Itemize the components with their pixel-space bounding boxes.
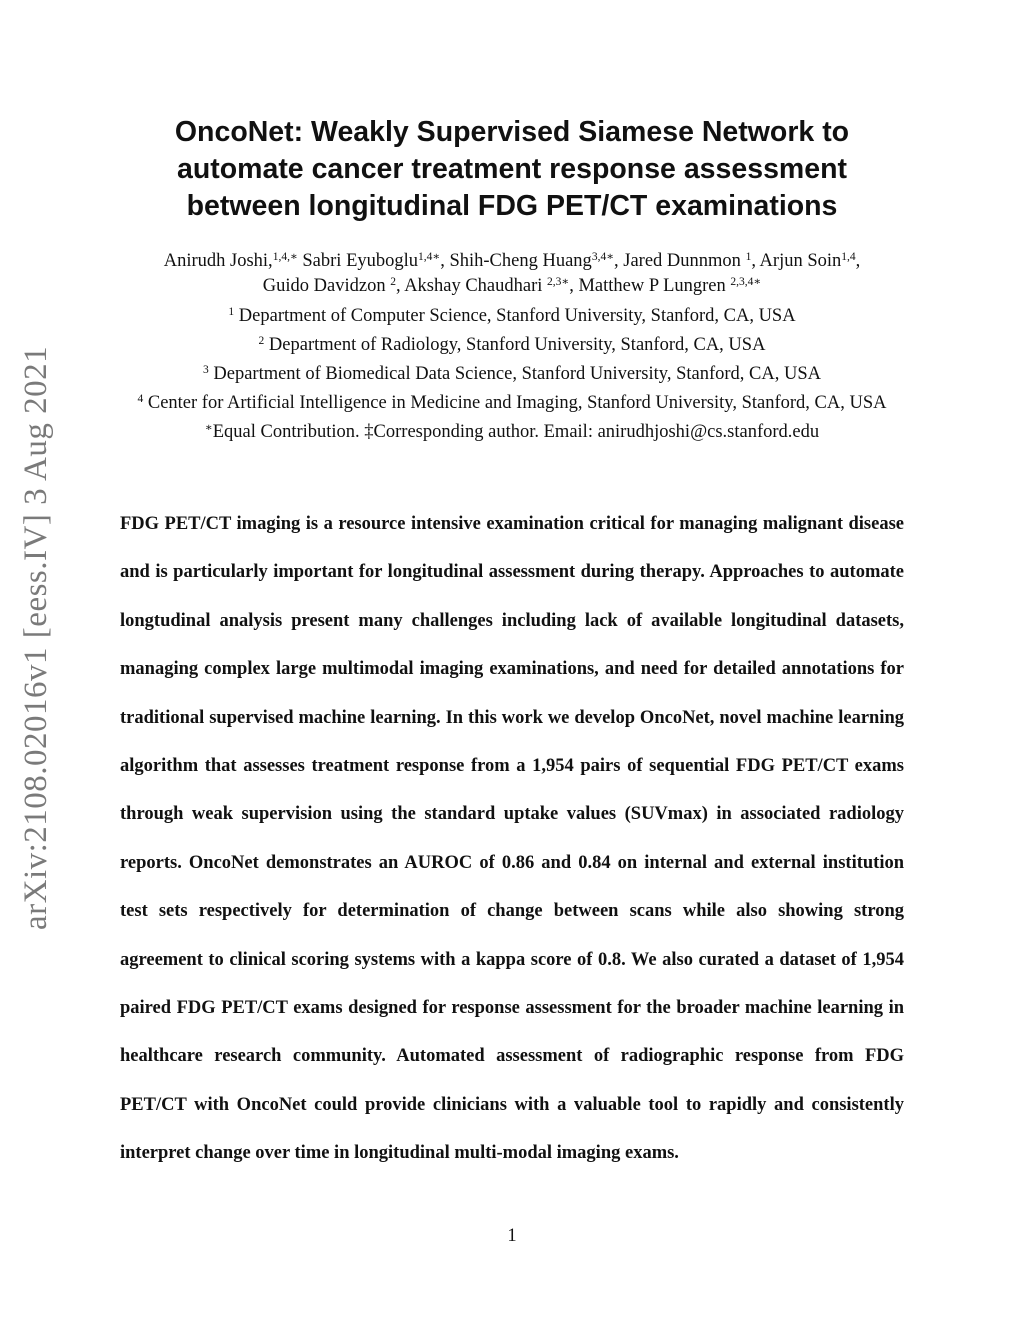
affiliation: $^4$ Center for Artificial Intelligence in Medicine and Imaging, Stanford University, Stanford, CA, USA: [137, 393, 887, 413]
title-line: automate cancer treatment response assessment: [176, 153, 848, 185]
affiliation: $^2$ Department of Radiology, Stanford University, Stanford, CA, USA: [258, 335, 766, 355]
paper-title: [110, 114, 914, 225]
author: Akshay Chaudhari $^{2,3∗}$,: [404, 276, 579, 296]
author: Sabri Eyuboglu$^{1,4∗}$,: [302, 251, 450, 271]
title-line: between longitudinal FDG PET/CT examinations: [186, 190, 838, 222]
author: Jared Dunnmon $^1$,: [623, 251, 760, 271]
affiliation: $^3$ Department of Biomedical Data Science, Stanford University, Stanford, CA, USA: [203, 364, 821, 384]
affiliation: $^1$ Department of Computer Science, Stanford University, Stanford, CA, USA: [228, 306, 796, 326]
author: Anirudh Joshi,$^{1,4,∗}$: [163, 251, 298, 271]
title-line: OncoNet: Weakly Supervised Siamese Network to: [174, 116, 850, 148]
arxiv-identifier: arXiv:2108.02016v1 [eess.IV] 3 Aug 2021: [18, 345, 54, 930]
author: Shih-Cheng Huang$^{3,4∗}$,: [449, 251, 624, 271]
contribution-note: ∗Equal Contribution. ‡Corresponding author. Email: anirudhjoshi@cs.stanford.edu: [204, 422, 820, 442]
abstract: FDG PET/CT imaging is a resource intensive examination critical for managing malignant disease and is particularly important for longitudinal assessment during therapy. Approaches to automate longtudinal analysis present many challenges including lack of available longitudinal datasets, managing complex large multimodal imaging examinations, and need for detailed annotations for traditional supervised machine learning. In this work we develop OncoNet, novel machine learning algorithm that assesses treatment response from a 1,954 pairs of sequential FDG PET/CT exams through weak supervision using the standard uptake values (SUVmax) in associated radiology reports. OncoNet demonstrates an AUROC of 0.86 and 0.84 on internal and external institution test sets respectively for determination of change between scans while also showing strong agreement to clinical scoring systems with a kappa score of 0.8. We also curated a dataset of 1,954 paired FDG PET/CT exams designed for response assessment for the broader machine learning in healthcare research community. Automated assessment of radiographic response from FDG PET/CT with OncoNet could provide clinicians with a valuable tool to rapidly and consistently interpret change over time in longitudinal multi-modal imaging exams.: [120, 514, 904, 1164]
page-number: 1: [507, 1226, 517, 1246]
author-list: [110, 249, 914, 299]
author: Matthew P Lungren $^{2,3,4∗}$: [578, 276, 762, 296]
author: Guido Davidzon $^2$,: [262, 276, 405, 296]
author: Arjun Soin$^{1,4}$,: [759, 251, 861, 271]
affiliation-list: [110, 304, 914, 449]
